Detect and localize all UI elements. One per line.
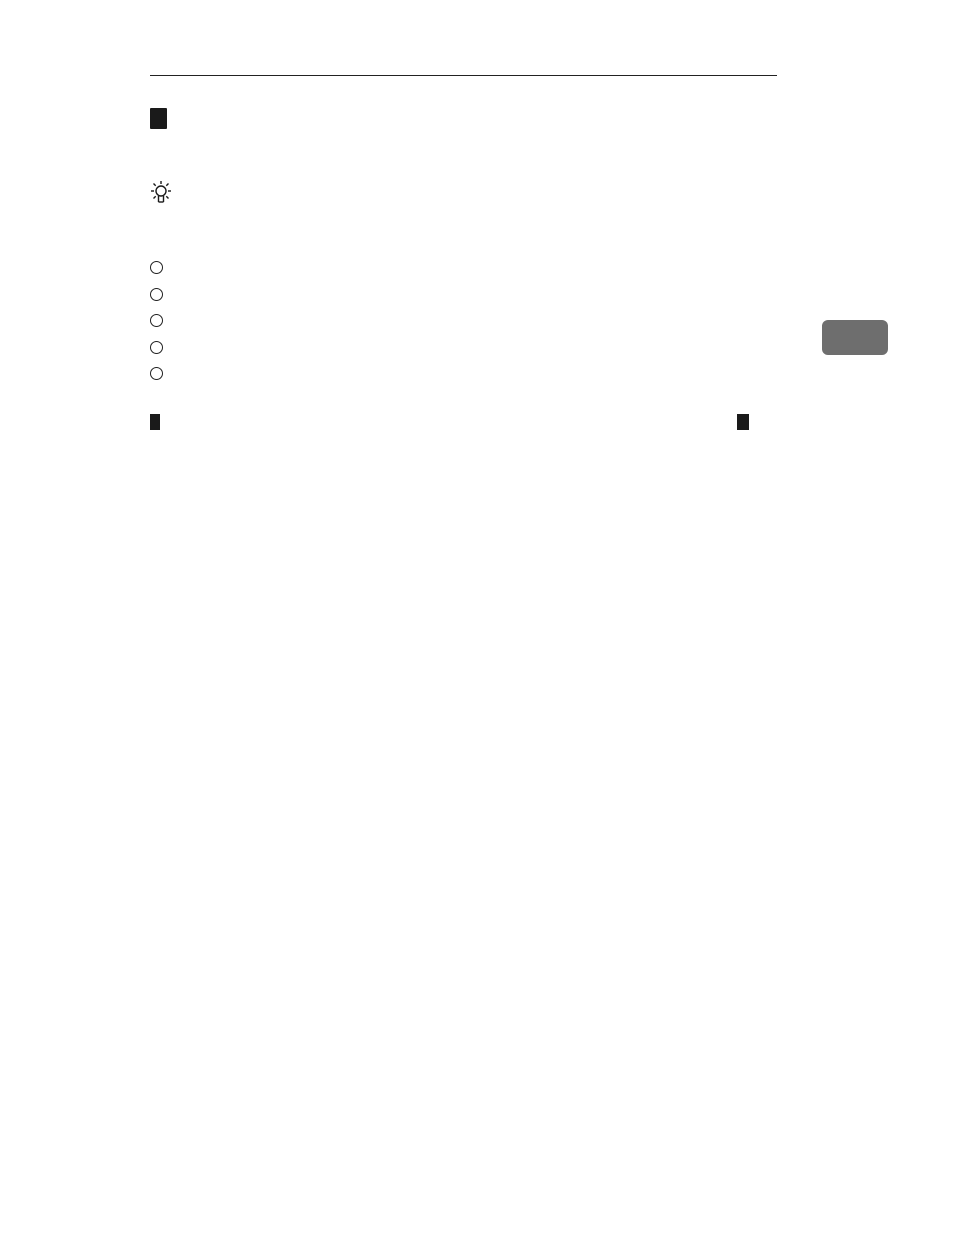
tip-heading bbox=[150, 180, 172, 206]
tip-top-dotted-rule bbox=[152, 150, 777, 158]
step-badge-to bbox=[737, 414, 749, 430]
lightbulb-icon bbox=[150, 180, 172, 206]
list-item bbox=[150, 339, 171, 360]
remaining-steps-paragraph bbox=[150, 412, 777, 433]
tip-bottom-dotted-rule bbox=[150, 468, 777, 476]
chapter-tab bbox=[822, 320, 888, 355]
circled-number bbox=[150, 288, 163, 301]
list-item bbox=[150, 312, 270, 333]
step-badge-from bbox=[150, 414, 160, 430]
header-rule bbox=[150, 75, 777, 76]
remaining-line-1 bbox=[150, 412, 777, 433]
step-number-badge bbox=[150, 108, 167, 129]
step-11 bbox=[150, 108, 215, 131]
circled-number bbox=[150, 367, 163, 380]
circled-number bbox=[150, 341, 163, 354]
circled-number bbox=[150, 314, 163, 327]
circled-number bbox=[150, 261, 163, 274]
list-item bbox=[150, 286, 171, 307]
list-item bbox=[150, 365, 209, 386]
list-item bbox=[150, 259, 171, 280]
